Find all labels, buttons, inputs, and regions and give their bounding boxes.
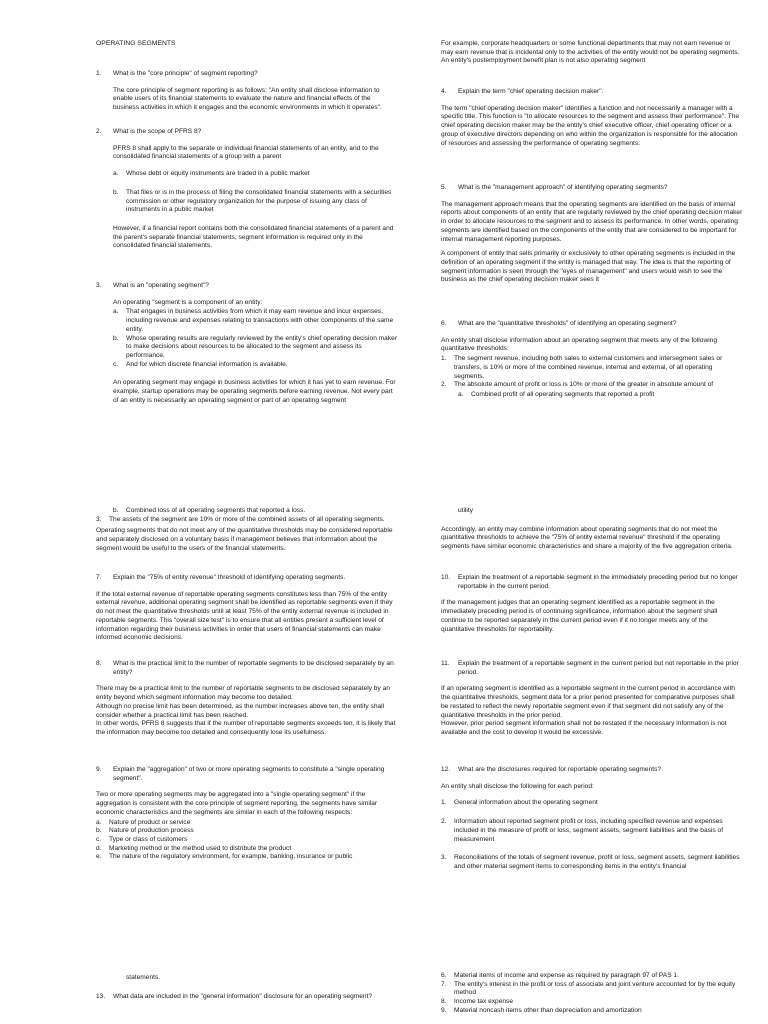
question-13: 13. What data are included in the "general information" disclosure for an operating segment? — [96, 992, 373, 1000]
list-item: b. Combined loss of all operating segments that reported a loss. — [113, 507, 306, 514]
list-item: e. The nature of the regulatory environment, for example, banking, insurance or public — [96, 853, 353, 861]
question-number: 3. — [96, 282, 102, 289]
q1-block — [96, 70, 398, 119]
answer-6-closing: Operating segments that do not meet any of the quantitative thresholds may be considered reportable and separately disclosed on a voluntary basis if management believes that information about the segment would be useful to the users of the financial statements. — [96, 527, 393, 552]
question-12: 12. What are the disclosures required for reportable operating segments? — [441, 766, 662, 773]
question-text: What is the scope of PFRS 8? — [113, 128, 202, 135]
question-number: 2. — [96, 128, 102, 135]
question-9: 9. Explain the "aggregation" of two or more operating segments to constitute a "single operating segment". — [96, 766, 385, 782]
list-item: c. And for which discrete financial information is available. — [113, 360, 288, 368]
question-6: 6. What are the "quantitative thresholds" of identifying an operating segment? — [441, 320, 677, 327]
answer-6-intro: An entity shall disclose information about an operating segment that meets any of the following quantitative thresholds: — [441, 336, 718, 353]
question-number: 1. — [96, 70, 102, 77]
question-10: 10. Explain the treatment of a reportable segment in the immediately preceding period but no longer reportable in the current period. — [441, 574, 739, 590]
question-8: 8. What is the practical limit to the number of reportable segments to be disclosed separately by an entity? — [96, 660, 394, 676]
page1-left-column — [96, 40, 398, 55]
list-item: 1. General information about the operating segment — [441, 799, 598, 807]
answer-8-p3: In other words, PFRS 8 suggests that if the number of reportable segments exceeds ten, it is likely that the information may become too detailed and consequently lose its usefulness. — [96, 720, 396, 736]
answer-11-p2: However, prior period segment information shall not be restated if the necessary information is not available and the cost to develop it would be excessive. — [441, 720, 727, 736]
page3-left — [96, 974, 398, 1009]
q10-block — [441, 574, 743, 640]
list-item: a. Nature of product or service — [96, 818, 191, 826]
list-item: b. Whose operating results are regularly reviewed by the entity's chief operating decision maker to make decisions about resources to be allocated to the segment and assess its performance. — [113, 334, 398, 359]
page-title: OPERATING SEGMENTS — [96, 40, 176, 47]
list-item: a. Combined profit of all operating segments that reported a profit — [458, 390, 655, 398]
q3-block — [96, 282, 398, 411]
page3-right — [441, 972, 743, 1016]
list-item: 2. Information about reported segment profit or loss, including specified revenue and expenses included in the measure of profit or loss, segment assets, segment liabilities and the basis of measurement — [441, 818, 724, 843]
page2-left-continued — [96, 507, 398, 560]
q7-block — [96, 574, 398, 649]
answer-10: If the management judges that an operating segment identified as a reportable segment in the immediately preceding period is of continuing significance, information about the segment shall continue to be reported separately in the current period even if it no longer meets any of the quantitative thresholds for reportability. — [441, 599, 718, 633]
aggregation-closing: Accordingly, an entity may combine information about operating segments that do not meet the quantitative thresholds to achieve the "75% of entity external revenue" threshold if the operating segments have similar economic characteristics and share a majority of the five aggregation criteria. — [441, 525, 733, 551]
question-4: 4. Explain the term "chief operating decision maker". — [441, 88, 604, 95]
q11-block — [441, 660, 743, 744]
q6-block — [441, 320, 743, 400]
answer-2-list — [96, 170, 398, 215]
answer-11-p1: If an operating segment is identified as a reportable segment in the current period in accordance with the quantitative thresholds, segment data for a prior period presented for comparative purposes shall be restated to reflect the newly reportable segment even if that segment did not satisfy any of the quantitative thresholds in the prior period. — [441, 685, 735, 719]
list-item: 7. The entity's interest in the profit or loss of associate and joint venture accounted for by the equity method — [441, 980, 736, 997]
list-item: 1. The segment revenue, including both sales to external customers and intersegment sales or transfers, is 10% or more of the combined revenue, internal and external, of all operating segments. — [441, 355, 723, 380]
list-item: a. That engages in business activities from which it may earn revenue and incur expenses, including revenue and expenses relating to transactions with other components of the same entity. — [113, 308, 394, 333]
answer-3-closing: An operating segment may engage in business activities for which it has yet to earn revenue. For example, startup operations may be operating segments before earning revenue. Not every part of an entity is necessarily an operating segment or part of an operating segment — [113, 379, 396, 404]
q4-block — [441, 88, 743, 154]
answer-3-intro: An operating "segment is a component of an entity: — [113, 298, 263, 306]
q5-block — [441, 184, 743, 291]
list-item: 9. Material noncash items other than depreciation and amortization — [441, 1006, 642, 1014]
question-11: 11. Explain the treatment of a reportable segment in the current period but not reportable in the prior period. — [441, 660, 739, 676]
q12-block — [441, 766, 743, 872]
q2-block — [96, 128, 398, 257]
list-item: 2. The absolute amount of profit or loss is 10% or more of the greater in absolute amount of — [441, 381, 714, 389]
continued-text-top: For example, corporate headquarters or some functional departments that may not earn revenue or may earn revenue that is incidental only to the activities of the entity would not be operating segments. An entity's postemployment benefit plan is not also operating segment — [441, 40, 740, 65]
question-text: What is the "core principle" of segment reporting? — [113, 70, 258, 77]
answer-7: If the total external revenue of reportable operating segments constitutes less than 75% of the entity external revenue, additional operating segment shall be identified as reportable segments even if they do not meet the quantitative thresholds until at least 75% of the entity external revenue is included in reportable segments. This "overall size test" is to ensure that all entities present a sufficient level of information regarding their business activities in order that users of financial statements can make informed economic decisions. — [96, 590, 393, 642]
q9-block — [96, 766, 398, 862]
page2-right-continued — [441, 507, 743, 558]
list-item: b. That files or is in the process of filing the consolidated financial statements with a securities commission or other regulatory organization for the purpose of issuing any class of instruments in a public market — [113, 188, 392, 214]
answer-5-p2: A component of entity that sells primarily or exclusively to other operating segments is included in the definition of an operating segment if the entity is managed that way. The idea is that the reporting of segment information is seen through the "eyes of management" and users would wish to see the business as the chief operating decision maker sees it — [441, 250, 736, 284]
list-item: 8. Income tax expense — [441, 998, 514, 1006]
utility-continuation: utility — [458, 507, 474, 514]
answer-8-p2: Although no precise limit has been determined, as the number increases above ten, the entity shall consider whether a practical limit has been reached. — [96, 702, 385, 719]
question-7: 7. Explain the "75% of entity revenue" threshold of identifying operating segments. — [96, 574, 346, 581]
list-item: 3. Reconciliations of the totals of segment revenue, profit or loss, segment assets, segment liabilities and other material segment items to corresponding items in the entity's financial — [441, 854, 740, 870]
answer-12-intro: An entity shall disclose the following for each period: — [441, 782, 594, 790]
question-3 — [96, 282, 398, 291]
answer-8-p1: There may be a practical limit to the number of reportable segments to be disclosed separately by an entity beyond which segment information may become too detailed. — [96, 685, 390, 702]
answer-5-p1: The management approach means that the operating segments are identified on the basis of internal reports about components of an entity that are regularly reviewed by the chief operating decision maker in order to allocate resources to the segment and to assess its performance. In other words, operating segments are identified based on the components of the entity that are considered to be important for internal management reporting purposes. — [441, 200, 743, 243]
list-item: d. Marketing method or the method used to distribute the product — [96, 844, 292, 852]
list-item: 3. The assets of the segment are 10% or more of the combined assets of all operating segments. — [96, 515, 385, 523]
answer-2-intro: PFRS 8 shall apply to the separate or individual financial statements of an entity, and to the consolidated financial statements of a group with a parent — [113, 144, 379, 161]
statements-continuation: statements. — [126, 974, 161, 981]
answer-4: The term "chief operating decision maker" identifies a function and not necessarily a manager with a specific title. This function is "to allocate resources to the segment and assess their performance". The chief operating decision maker may be the entity's chief executive officer, chief operating officer or a group of executive directors depending on who within the organization is responsible for the allocation of resources and assessing the performance of operating segments. — [441, 104, 740, 147]
list-item: 6. Material items of income and expense as required by paragraph 97 of PAS 1. — [441, 972, 679, 979]
answer-2-closing: However, if a financial report contains both the consolidated financial statements of a parent and the parent's separate financial statements, segment information is required only in the consolidated financial statements. — [113, 224, 394, 250]
answer-3-list — [96, 308, 398, 369]
list-item: b. Nature of production process — [96, 827, 194, 835]
q8-block — [96, 660, 398, 744]
question-2 — [96, 128, 398, 137]
question-text: What is an "operating segment"? — [113, 282, 209, 289]
answer-9-intro: Two or more operating segments may be aggregated into a "single operating segment" if the aggregation is consistent with the core principle of segment reporting, the segments have similar economic characteristics and the segments are similar in each of the following respects: — [96, 791, 378, 816]
answer-1: The core principle of segment reporting is as follows: "An entity shall disclose information to enable users of its financial statements to evaluate the nature and financial effects of the business activities in which it engages and the economic environments in which it operates". — [113, 86, 382, 112]
question-5: 5. What is the "management approach" of identifying operating segments? — [441, 184, 668, 191]
list-item: a. Whose debt or equity instruments are traded in a public market — [113, 170, 310, 178]
list-item: c. Type or class of customers — [96, 835, 188, 843]
question-1 — [96, 70, 398, 79]
